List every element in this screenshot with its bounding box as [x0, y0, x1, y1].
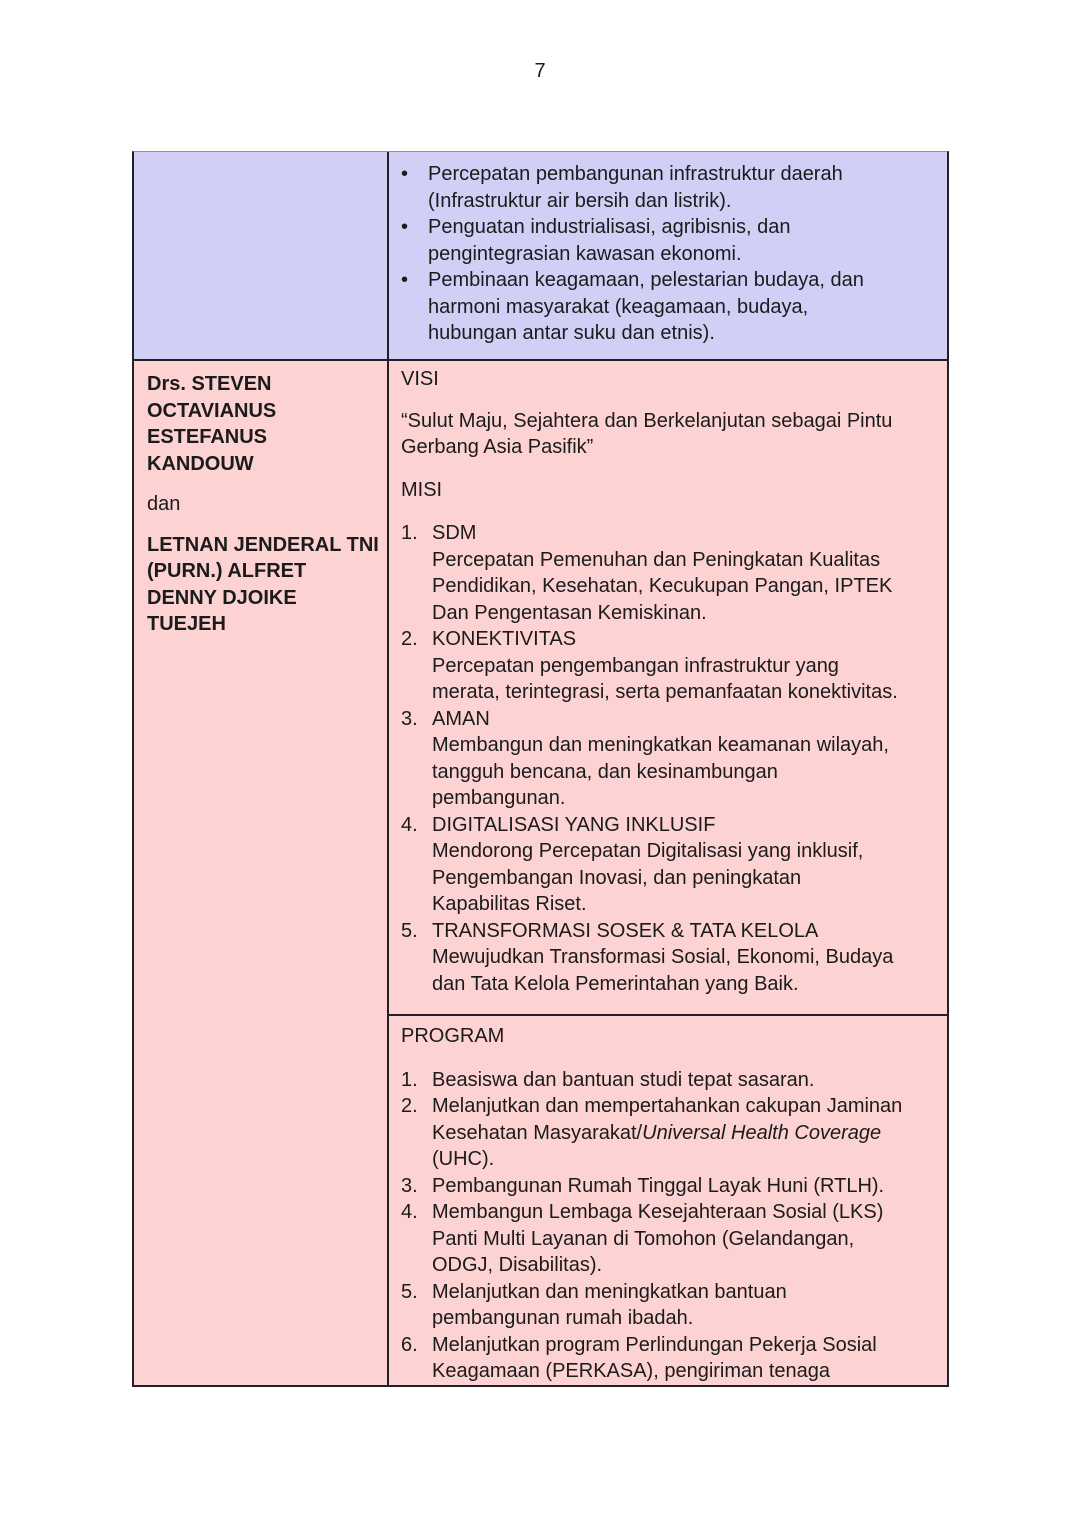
program-item — [401, 1173, 935, 1200]
program-item — [401, 1279, 935, 1332]
misi-item — [401, 706, 935, 812]
visi-heading: VISI — [401, 368, 439, 390]
priority-bullet-item — [401, 214, 935, 267]
misi-item-desc: Percepatan Pemenuhan dan Peningkatan Kualitas Pendidikan, Kesehatan, Kecukupan Pangan, IPTEK Dan Pengentasan Kemiskinan. — [432, 548, 893, 624]
misi-item-desc: Membangun dan meningkatkan keamanan wilayah, tangguh bencana, dan kesinambungan pembangunan. — [432, 734, 889, 809]
program-item-text: Melanjutkan program Perlindungan Pekerja Sosial Keagamaan (PERKASA), pengiriman tenaga — [432, 1333, 877, 1382]
misi-item-title: TRANSFORMASI SOSEK & TATA KELOLA — [432, 919, 819, 942]
misi-item-number: 5. — [401, 919, 418, 942]
program-heading: PROGRAM — [401, 1025, 505, 1047]
program-item-number: 4. — [401, 1201, 418, 1223]
program-item — [401, 1067, 935, 1094]
misi-item — [401, 918, 935, 998]
program-item-text: Melanjutkan dan mempertahankan cakupan Jaminan Kesehatan Masyarakat/ — [432, 1095, 903, 1144]
priority-bullet-item — [401, 267, 935, 347]
misi-item-title: KONEKTIVITAS — [432, 628, 577, 650]
table-cell-candidates — [134, 361, 389, 1385]
misi-item — [401, 626, 935, 706]
program-item-number: 3. — [401, 1174, 418, 1197]
misi-item-number: 3. — [401, 707, 418, 730]
program-item-text: Melanjutkan dan meningkatkan bantuan pembangunan rumah ibadah. — [432, 1280, 787, 1329]
bullet-icon: • — [401, 216, 409, 238]
priority-text: Penguatan industrialisasi, agribisnis, dan pengintegrasian kawasan ekonomi. — [428, 216, 791, 265]
misi-item-title: DIGITALISASI YANG INKLUSIF — [432, 813, 716, 836]
program-item-number: 1. — [401, 1068, 418, 1091]
program-item-text: Beasiswa dan bantuan studi tepat sasaran. — [432, 1068, 815, 1091]
program-item — [401, 1093, 935, 1173]
table-cell-program — [389, 1016, 947, 1385]
misi-item-desc: Percepatan pengembangan infrastruktur yang merata, terintegrasi, serta pemanfaatan konektivitas. — [432, 654, 898, 703]
program-item — [401, 1199, 935, 1279]
table-cell-priorities — [389, 152, 947, 361]
bullet-icon: • — [401, 269, 409, 291]
program-item-number: 5. — [401, 1280, 418, 1303]
candidate-connector: dan — [147, 493, 181, 515]
misi-item-number: 4. — [401, 813, 418, 836]
misi-item-desc: Mewujudkan Transformasi Sosial, Ekonomi, Budaya dan Tata Kelola Pemerintahan yang Baik. — [432, 946, 894, 995]
misi-item-title: SDM — [432, 522, 477, 544]
program-item-number: 2. — [401, 1095, 418, 1117]
program-item — [401, 1332, 935, 1385]
misi-item-title: AMAN — [432, 707, 490, 730]
program-item-text-italic: Universal Health Coverage — [642, 1121, 882, 1144]
candidate-name-1: Drs. STEVEN OCTAVIANUS ESTEFANUS KANDOUW — [147, 373, 277, 475]
candidate-name-2: LETNAN JENDERAL TNI (PURN.) ALFRET DENNY DJOIKE TUEJEH — [147, 533, 379, 635]
program-item-text: (UHC). — [432, 1148, 495, 1170]
misi-item — [401, 812, 935, 918]
misi-heading: MISI — [401, 478, 443, 501]
visi-text: “Sulut Maju, Sejahtera dan Berkelanjutan sebagai Pintu Gerbang Asia Pasifik” — [401, 409, 893, 458]
priority-bullet-item — [401, 161, 935, 214]
page-number: 7 — [534, 60, 546, 82]
misi-item-number: 1. — [401, 522, 418, 544]
misi-item-desc: Mendorong Percepatan Digitalisasi yang inklusif, Pengembangan Inovasi, dan peningkatan Kapabilitas Riset. — [432, 840, 864, 915]
priority-text: Percepatan pembangunan infrastruktur daerah (Infrastruktur air bersih dan listrik). — [428, 163, 843, 212]
candidate-vision-table — [132, 151, 949, 1387]
program-item-text: Membangun Lembaga Kesejahteraan Sosial (LKS) Panti Multi Layanan di Tomohon (Gelandangan, ODGJ, Disabilitas). — [432, 1201, 884, 1276]
table-cell-empty — [134, 152, 389, 361]
bullet-icon: • — [401, 163, 409, 185]
program-item-number: 6. — [401, 1333, 418, 1356]
table-cell-visi-misi — [389, 361, 947, 1016]
priority-text: Pembinaan keagamaan, pelestarian budaya, dan harmoni masyarakat (keagamaan, budaya, hubungan antar suku dan etnis). — [428, 269, 864, 344]
misi-item — [401, 520, 935, 626]
program-item-text: Pembangunan Rumah Tinggal Layak Huni (RTLH). — [432, 1174, 885, 1197]
misi-item-number: 2. — [401, 628, 418, 650]
